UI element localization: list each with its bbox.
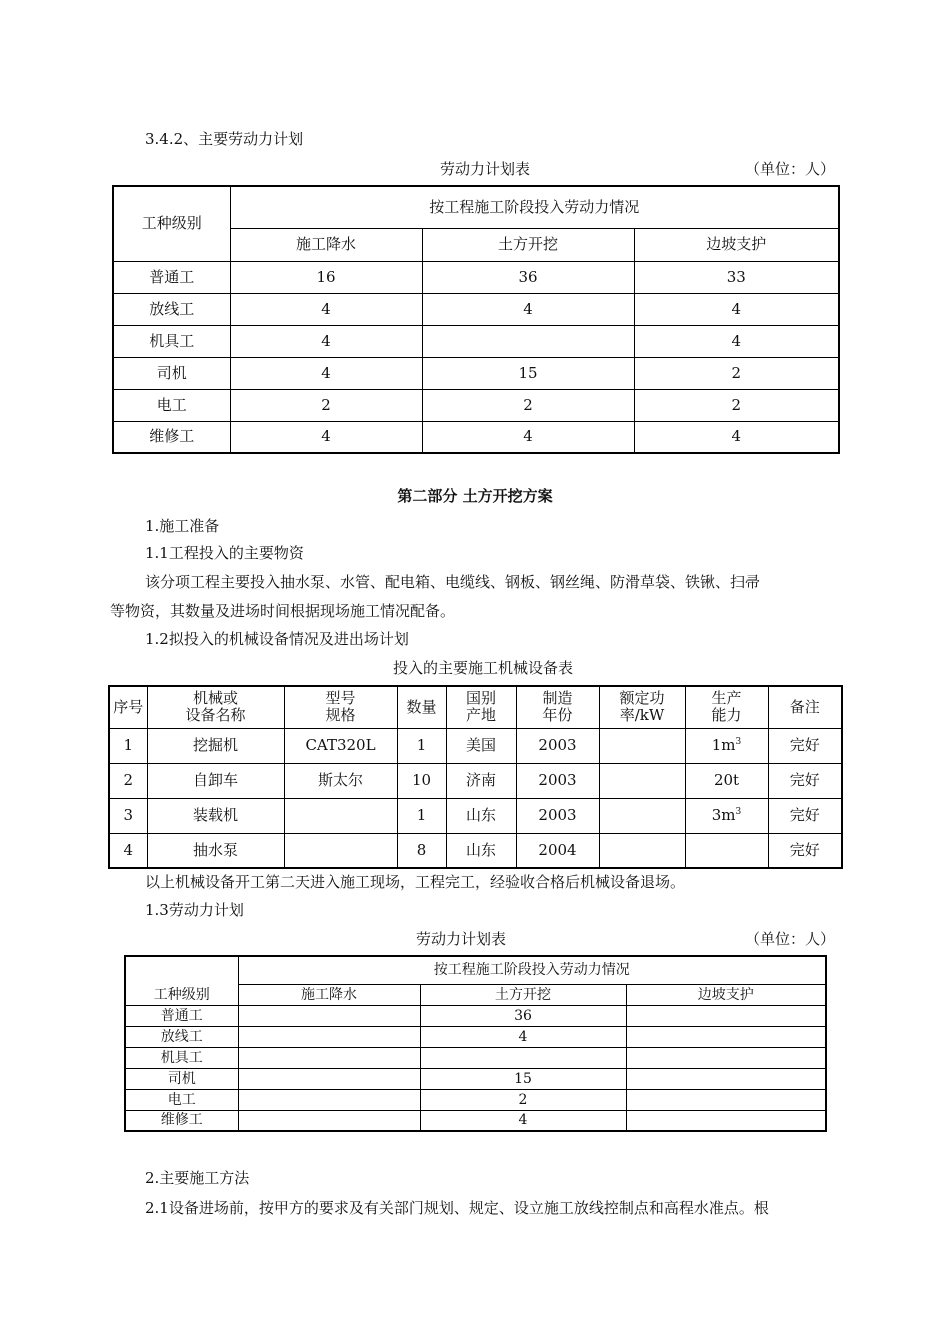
value-cell: 2 [634,357,839,389]
cell-qty: 10 [397,763,446,798]
cell-no: 2 [109,763,147,798]
value-cell: 4 [230,293,422,325]
value-cell [238,1089,420,1110]
value-cell: 16 [230,261,422,293]
value-cell [626,1047,826,1068]
value-cell: 4 [422,421,634,453]
value-cell: 2 [420,1089,626,1110]
worker-type-cell: 电工 [113,389,230,421]
cell-model [284,798,397,833]
worker-type-cell: 机具工 [113,325,230,357]
cell-name: 抽水泵 [147,833,284,868]
header-machine-name [147,686,284,728]
header-text: 型号 [325,689,356,708]
table-row [109,728,842,763]
section-1-3-heading: 1.3劳动力计划 [145,901,244,919]
cell-year: 2003 [516,763,599,798]
value-cell: 4 [634,325,839,357]
capacity-superscript: 3 [735,737,742,747]
header-text: 数量 [406,697,437,716]
header-power [599,686,685,728]
cell-year: 2003 [516,798,599,833]
header-text: 生产 [711,689,742,708]
section-2-heading: 2.主要施工方法 [145,1169,250,1187]
capacity-value: 1m [711,736,736,754]
header-text: 备注 [789,697,820,716]
header-worker-type: 工种级别 [125,956,238,1005]
cell-capacity [685,763,768,798]
header-text: 规格 [325,706,356,725]
header-text: 机械或 [192,689,238,708]
header-model [284,686,397,728]
table-row [125,1089,826,1110]
cell-year: 2003 [516,728,599,763]
header-stage: 土方开挖 [422,228,634,261]
table-row [113,421,839,453]
value-cell [238,1047,420,1068]
labor-table-2-title: 劳动力计划表 [416,930,507,948]
labor-table-1-unit: （单位：人） [745,160,836,178]
cell-name: 自卸车 [147,763,284,798]
value-cell [626,1089,826,1110]
capacity-value: 3m [711,806,736,824]
value-cell: 33 [634,261,839,293]
cell-note: 完好 [768,728,842,763]
value-cell [420,1047,626,1068]
header-stage-group: 按工程施工阶段投入劳动力情况 [230,186,839,228]
cell-year: 2004 [516,833,599,868]
cell-origin: 济南 [446,763,516,798]
cell-power [599,728,685,763]
header-worker-type: 工种级别 [113,186,230,261]
equipment-table [108,685,843,869]
cell-no: 3 [109,798,147,833]
table-row [125,1068,826,1089]
cell-no: 4 [109,833,147,868]
value-cell: 15 [420,1068,626,1089]
cell-capacity [685,798,768,833]
table-row [109,833,842,868]
value-cell [422,325,634,357]
cell-power [599,833,685,868]
header-text: 国别 [465,689,496,708]
cell-qty: 1 [397,728,446,763]
cell-origin: 美国 [446,728,516,763]
header-stage: 边坡支护 [626,984,826,1005]
cell-model [284,833,397,868]
labor-plan-table-2 [124,955,827,1132]
header-text: 制造 [542,689,573,708]
table-row [125,1005,826,1026]
cell-model: 斯太尔 [284,763,397,798]
worker-type-cell: 司机 [113,357,230,389]
value-cell [626,1068,826,1089]
worker-type-cell: 普通工 [125,1005,238,1026]
value-cell [626,1005,826,1026]
value-cell: 4 [420,1026,626,1047]
value-cell [238,1110,420,1131]
part-2-title: 第二部分 土方开挖方案 [397,487,553,505]
section-1-heading: 1.施工准备 [145,517,220,535]
worker-type-cell: 放线工 [125,1026,238,1047]
header-stage-group: 按工程施工阶段投入劳动力情况 [238,956,826,984]
worker-type-cell: 普通工 [113,261,230,293]
value-cell [238,1005,420,1026]
cell-name: 装载机 [147,798,284,833]
header-quantity [397,686,446,728]
table-row [109,763,842,798]
labor-table-2-unit: （单位：人） [745,930,836,948]
paragraph-1-1-line-2: 等物资，其数量及进场时间根据现场施工情况配备。 [110,602,456,620]
worker-type-cell: 电工 [125,1089,238,1110]
header-origin [446,686,516,728]
value-cell: 4 [420,1110,626,1131]
header-stage: 边坡支护 [634,228,839,261]
table-row [125,1026,826,1047]
cell-qty: 8 [397,833,446,868]
table-header-row [109,686,842,728]
value-cell: 2 [634,389,839,421]
header-note [768,686,842,728]
value-cell: 36 [422,261,634,293]
header-stage: 施工降水 [230,228,422,261]
header-text: 率/kW [619,706,665,725]
header-text: 设备名称 [185,706,246,725]
cell-origin: 山东 [446,833,516,868]
worker-type-cell: 放线工 [113,293,230,325]
cell-model: CAT320L [284,728,397,763]
worker-type-cell: 维修工 [113,421,230,453]
table-row [125,1110,826,1131]
value-cell [626,1026,826,1047]
section-3-4-2-heading: 3.4.2、主要劳动力计划 [145,130,304,148]
cell-note: 完好 [768,798,842,833]
table-row [113,389,839,421]
cell-capacity [685,728,768,763]
equipment-table-title: 投入的主要施工机械设备表 [393,659,574,677]
cell-qty: 1 [397,798,446,833]
section-1-2-heading: 1.2拟投入的机械设备情况及进出场计划 [145,630,409,648]
header-text: 额定功 [619,689,665,708]
value-cell: 2 [422,389,634,421]
value-cell [626,1110,826,1131]
value-cell: 2 [230,389,422,421]
table-row [113,357,839,389]
capacity-value: 20t [713,771,740,789]
header-no [109,686,147,728]
cell-name: 挖掘机 [147,728,284,763]
header-text: 序号 [113,697,144,716]
cell-power [599,798,685,833]
value-cell: 4 [230,357,422,389]
header-stage: 施工降水 [238,984,420,1005]
header-text: 能力 [711,706,742,725]
header-capacity [685,686,768,728]
value-cell: 36 [420,1005,626,1026]
table-row [113,325,839,357]
value-cell: 4 [230,325,422,357]
section-2-1-text: 2.1设备进场前，按甲方的要求及有关部门规划、规定、设立施工放线控制点和高程水准点。根 [145,1199,769,1217]
value-cell: 15 [422,357,634,389]
cell-note: 完好 [768,763,842,798]
header-text: 产地 [465,706,496,725]
value-cell: 4 [230,421,422,453]
value-cell [238,1026,420,1047]
header-year [516,686,599,728]
labor-plan-table-1 [112,185,840,454]
table-row [113,261,839,293]
header-text: 年份 [542,706,573,725]
worker-type-cell: 维修工 [125,1110,238,1131]
value-cell: 4 [422,293,634,325]
worker-type-cell: 司机 [125,1068,238,1089]
cell-power [599,763,685,798]
capacity-superscript: 3 [735,807,742,817]
value-cell [238,1068,420,1089]
worker-type-cell: 机具工 [125,1047,238,1068]
paragraph-1-1-line-1: 该分项工程主要投入抽水泵、水管、配电箱、电缆线、钢板、钢丝绳、防滑草袋、铁锹、扫帚 [145,573,761,591]
section-1-1-heading: 1.1工程投入的主要物资 [145,544,304,562]
cell-origin: 山东 [446,798,516,833]
table-row [109,798,842,833]
table-row [113,293,839,325]
cell-capacity [685,833,768,868]
cell-note: 完好 [768,833,842,868]
paragraph-after-equipment-table: 以上机械设备开工第二天进入施工现场，工程完工，经验收合格后机械设备退场。 [145,873,686,891]
value-cell: 4 [634,421,839,453]
table-row [125,1047,826,1068]
labor-table-1-title: 劳动力计划表 [440,160,531,178]
cell-no: 1 [109,728,147,763]
header-stage: 土方开挖 [420,984,626,1005]
value-cell: 4 [634,293,839,325]
